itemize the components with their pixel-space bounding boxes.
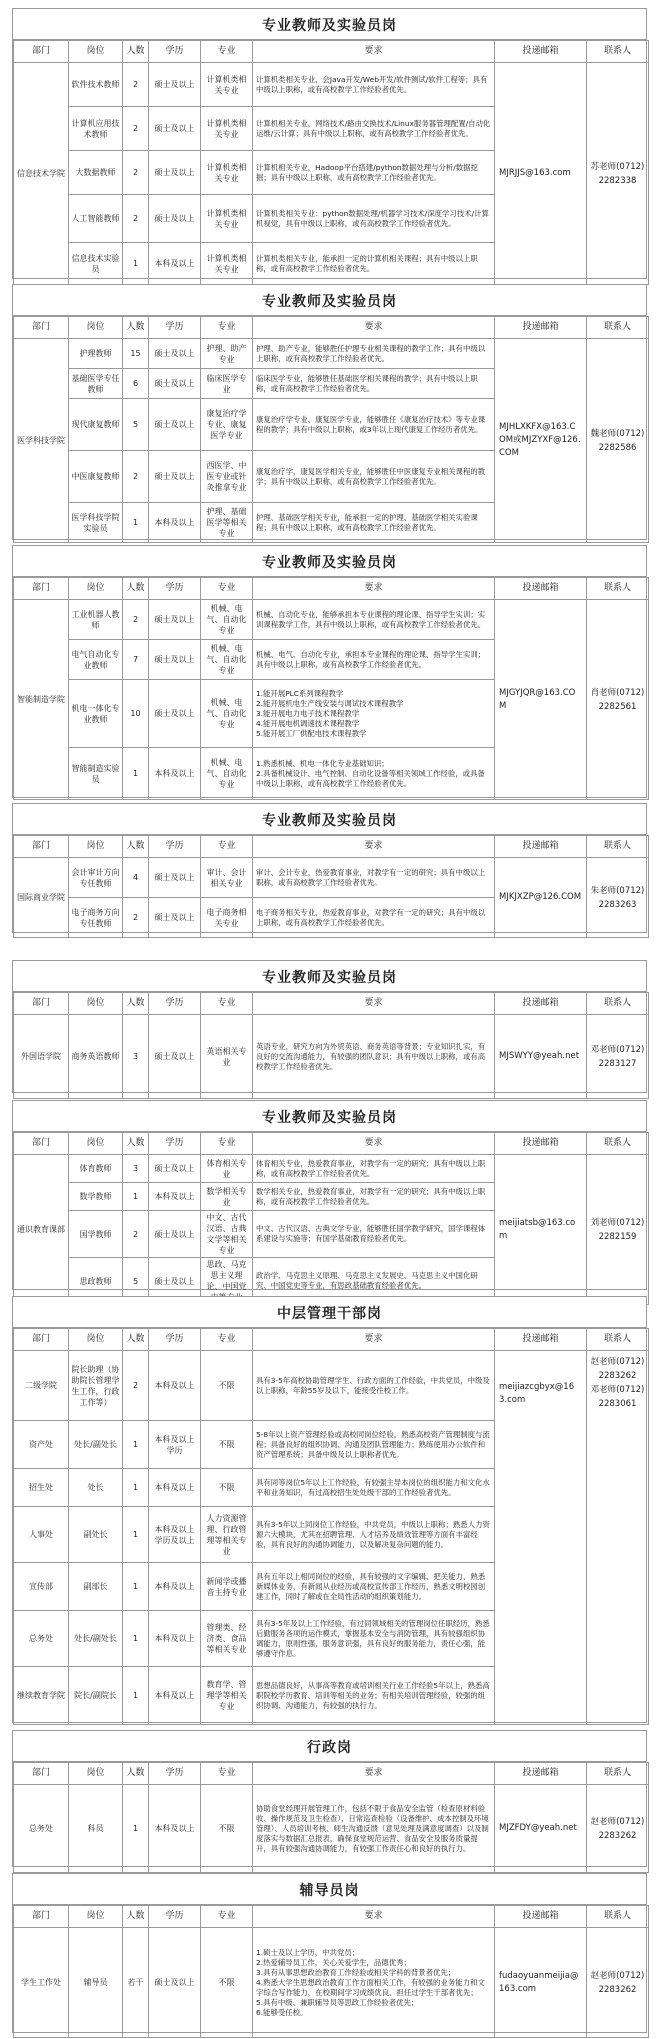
major-cell: 思政、马克思主义理论、中国党 (201, 1258, 253, 1305)
major-cell: 西医学、中医专业或针灸推拿专业 (201, 451, 253, 503)
header-count: 人数 (123, 1906, 149, 1928)
header-requirements: 要求 (253, 1133, 495, 1155)
position-cell: 院长助理（协助院长管理学生工作，行政工作等） (69, 1351, 123, 1421)
dept-cell: 资产处 (14, 1421, 69, 1469)
requirements-cell: 计算机相关专业，网络技术/路由交换技术/Linux服务器管理配置/自动化运维/云计算；具有中级以上职称，或有高校教学工作经验者优先。 (253, 107, 495, 151)
count-cell: 1 (123, 1507, 149, 1563)
position-cell: 信息技术实验员 (69, 243, 123, 285)
header-position: 岗位 (69, 1763, 123, 1785)
position-cell: 思政教师 (69, 1258, 123, 1305)
header-dept: 部门 (14, 1763, 69, 1785)
position-cell: 工业机器人教师 (69, 600, 123, 640)
requirements-cell: 具有3-5年及以上工作经验，有过同领域相关的管理岗位任职经历，熟悉后勤服务各项的运作模式，掌握基本安全与消防管理，具有较强组织协调能力，原则性强，服务意识强，具有良好的服务能力，责任心强，能够遵守作息。 (253, 1611, 495, 1667)
dept-cell: 二级学院 (14, 1351, 69, 1421)
dept-cell: 国际商业学院 (14, 858, 69, 938)
contact-cell: 魏老师(0712)2282586 (587, 339, 649, 543)
major-cell: 计算机类相关专业 (201, 63, 253, 107)
header-contact: 联系人 (587, 41, 649, 63)
header-email: 投递邮箱 (495, 1133, 587, 1155)
requirements-cell: 电子商务相关专业，热爱教育事业，对教学有一定的研究；具有中级以上职称，或有高校教学工作经验者优先。 (253, 898, 495, 938)
header-contact: 联系人 (587, 836, 649, 858)
major-cell: 新闻学或播音主持专业 (201, 1563, 253, 1611)
requirements-cell: 1.熟悉机械、机电一体化专业基础知识； 2.具备机械设计、电气控制、自动化设备等相关领域工作经验，或具备中级以上职称，或有高校教学工作经验者优先。 (253, 748, 495, 800)
dept-cell: 信息技术学院 (14, 63, 69, 285)
education-cell: 硕士及以上 (149, 451, 201, 503)
section-title: 辅导员岗 (13, 1874, 646, 1905)
position-cell: 计算机应用技术教师 (69, 107, 123, 151)
position-cell: 数学教师 (69, 1183, 123, 1211)
recruitment-table (13, 577, 649, 800)
header-contact: 联系人 (587, 1133, 649, 1155)
email-cell[interactable]: MJRJJS@163.com (495, 63, 587, 285)
major-cell: 中文、古代汉语、古典文学等相关专业 (201, 1211, 253, 1258)
education-cell: 本科及以上 (149, 1611, 201, 1667)
header-email: 投递邮箱 (495, 317, 587, 339)
count-cell: 2 (123, 600, 149, 640)
header-education: 学历 (149, 993, 201, 1015)
major-cell: 人力资源管理、行政管理等相关专业 (201, 1507, 253, 1563)
contact-cell: 刘老师(0712)2282159 (587, 1155, 649, 1305)
major-cell: 护理、助产专业 (201, 339, 253, 369)
header-dept: 部门 (14, 1329, 69, 1351)
section-title: 专业教师及实验员岗 (13, 285, 646, 316)
header-education: 学历 (149, 41, 201, 63)
position-cell: 国学教师 (69, 1211, 123, 1258)
count-cell: 7 (123, 640, 149, 680)
email-cell[interactable]: meijiazcgbyx@163.com (495, 1351, 587, 1725)
header-dept: 部门 (14, 1133, 69, 1155)
major-cell: 计算机类相关专业 (201, 107, 253, 151)
major-cell: 机械、电气、自动化专业 (201, 600, 253, 640)
header-major: 专业 (201, 836, 253, 858)
header-email: 投递邮箱 (495, 836, 587, 858)
section-title: 中层管理干部岗 (13, 1297, 646, 1328)
major-cell: 计算机类相关专业 (201, 151, 253, 195)
section-title: 专业教师及实验员岗 (13, 1101, 646, 1132)
position-cell: 处长/副处长 (69, 1611, 123, 1667)
dept-cell: 继续教育学院 (14, 1667, 69, 1725)
header-requirements: 要求 (253, 836, 495, 858)
education-cell: 硕士及以上 (149, 1258, 201, 1305)
position-cell: 科员 (69, 1785, 123, 1873)
requirements-cell: 具有同等岗位5年以上工作经验，有较强主导本岗位的组织能力和文化水平和业务知识，有过高校招生处处级干部的工作经验者优先。 (253, 1469, 495, 1507)
position-cell: 体育教师 (69, 1155, 123, 1183)
requirements-cell: 具有3-5年高校协助管理学生、行政方面的工作经验，中共党员，中级及以上职称，年龄55岁及以下，能接受往校工作。 (253, 1351, 495, 1421)
header-major: 专业 (201, 41, 253, 63)
position-cell: 处长/副处长 (69, 1421, 123, 1469)
recruitment-table (13, 1762, 649, 1873)
dept-cell: 医学科技学院 (14, 339, 69, 543)
header-dept: 部门 (14, 836, 69, 858)
recruitment-table (13, 316, 649, 543)
header-count: 人数 (123, 836, 149, 858)
education-cell: 本科及以上 (149, 1785, 201, 1873)
header-count: 人数 (123, 41, 149, 63)
section-counselor (12, 1873, 647, 2033)
table-row (14, 1155, 649, 1183)
major-cell: 计算机类相关专业 (201, 195, 253, 243)
recruitment-table (13, 835, 649, 938)
section-title: 行政岗 (13, 1731, 646, 1762)
section-it-teachers (12, 8, 647, 279)
header-requirements: 要求 (253, 317, 495, 339)
position-cell: 处长 (69, 1469, 123, 1507)
requirements-cell: 英语专业，研究方向为外贸英语、商务英语等背景；专业知识扎实，有良好的交流沟通能力，有较强的团队意识；具有中级以上职称，或有高校教学工作经验者优先。 (253, 1015, 495, 1099)
header-contact: 联系人 (587, 1763, 649, 1785)
major-cell: 计算机类相关专业 (201, 243, 253, 285)
position-cell: 人工智能教师 (69, 195, 123, 243)
count-cell: 4 (123, 858, 149, 898)
position-cell: 电子商务方向专任教师 (69, 898, 123, 938)
header-requirements: 要求 (253, 1763, 495, 1785)
contact-cell: 赵老师(0712)2283262 邓老师(0712)2283061 (587, 1351, 649, 1725)
education-cell: 本科及以上 (149, 1563, 201, 1611)
header-education: 学历 (149, 578, 201, 600)
requirements-cell: 机械、自动化专业，能够承担本专业课程的理论课、指导学生实训；实训课程教学工作，具有中级以上职称，或有高校教学工作经验者优先。 (253, 600, 495, 640)
count-cell: 2 (123, 1351, 149, 1421)
education-cell: 硕士及以上 (149, 600, 201, 640)
education-cell: 本科及以上 (149, 1667, 201, 1725)
position-cell: 护理教师 (69, 339, 123, 369)
requirements-cell: 临床医学专业，能够胜任基础医学相关课程的教学；具有中级以上职称，或有高校教学工作经验者优先。 (253, 369, 495, 399)
education-cell: 硕士及以上 (149, 858, 201, 898)
header-education: 学历 (149, 317, 201, 339)
recruitment-table (13, 40, 649, 285)
education-cell: 硕士及以上 (149, 151, 201, 195)
email-cell[interactable]: MJGYJQR@163.COM (495, 600, 587, 800)
count-cell: 5 (123, 1258, 149, 1305)
header-major: 专业 (201, 317, 253, 339)
major-cell: 不限 (201, 1785, 253, 1873)
dept-cell: 学生工作处 (14, 1928, 69, 2038)
education-cell: 本科及以上 (149, 243, 201, 285)
email-cell[interactable]: fudaoyuanmeijia@163.com (495, 1928, 587, 2038)
major-cell: 不限 (201, 1351, 253, 1421)
header-requirements: 要求 (253, 993, 495, 1015)
requirements-cell: 审计、会计专业，热爱教育事业，对教学有一定的研究；具有中级以上职称，或有高校教学工作经验者优先。 (253, 858, 495, 898)
position-cell: 现代康复教师 (69, 399, 123, 451)
education-cell: 硕士及以上 (149, 640, 201, 680)
count-cell: 2 (123, 451, 149, 503)
table-row (14, 1351, 649, 1421)
education-cell: 硕士及以上 (149, 1015, 201, 1099)
header-position: 岗位 (69, 836, 123, 858)
requirements-cell: 机械、电气、自动化专业，承担本专业课程的理论课、指导学生实训；具有中级以上职称，或有高校教学工作经验者优先。 (253, 640, 495, 680)
education-cell: 硕士及以上 (149, 63, 201, 107)
header-position: 岗位 (69, 41, 123, 63)
header-count: 人数 (123, 317, 149, 339)
header-requirements: 要求 (253, 1329, 495, 1351)
requirements-cell: 康复治疗学，康复医学相关专业，能够胜任中医康复专业相关课程的教学；具有中级以上职称，或有高校教学工作经验者优先。 (253, 451, 495, 503)
position-cell: 大数据教师 (69, 151, 123, 195)
section-foreign-language-teachers (12, 960, 647, 1093)
requirements-cell: 体育相关专业，热爱教育事业，对教学有一定的研究；具有中级以上职称，或有高校教学工作经验者优先。 (253, 1155, 495, 1183)
header-position: 岗位 (69, 1906, 123, 1928)
requirements-cell: 1.能开展PLC系列课程教学 2.能开展机电生产线安装与调试技术课程教学 3.能开展电力电子技术课程教学 4.能开展电机调速技术课程教学 5.能开展工厂供配电技术课程教学 (253, 680, 495, 748)
header-major: 专业 (201, 1906, 253, 1928)
education-cell: 硕士及以上 (149, 399, 201, 451)
count-cell: 1 (123, 1667, 149, 1725)
header-count: 人数 (123, 993, 149, 1015)
header-position: 岗位 (69, 317, 123, 339)
header-education: 学历 (149, 1906, 201, 1928)
dept-cell: 宣传部 (14, 1563, 69, 1611)
dept-cell: 总务处 (14, 1611, 69, 1667)
education-cell: 本科及以上 (149, 748, 201, 800)
position-cell: 基础医学专任教师 (69, 369, 123, 399)
dept-cell: 人事处 (14, 1507, 69, 1563)
header-dept: 部门 (14, 1906, 69, 1928)
count-cell: 1 (123, 1611, 149, 1667)
count-cell: 2 (123, 898, 149, 938)
recruitment-table (13, 1328, 649, 1725)
major-cell: 临床医学专业 (201, 369, 253, 399)
count-cell: 2 (123, 63, 149, 107)
requirements-cell: 思想品德良好，从事高等教育或培训相关行业工作经验5年以上，熟悉高职院校学历教育、培训等相关的业务；有相关培训管理经验，较强的组织协调、沟通能力，有较强的执行力。 (253, 1667, 495, 1725)
count-cell: 3 (123, 1155, 149, 1183)
position-cell: 院长/副院长 (69, 1667, 123, 1725)
major-cell: 审计、会计相关专业 (201, 858, 253, 898)
header-position: 岗位 (69, 1329, 123, 1351)
dept-cell: 总务处 (14, 1785, 69, 1873)
header-education: 学历 (149, 1763, 201, 1785)
header-dept: 部门 (14, 317, 69, 339)
header-email: 投递邮箱 (495, 578, 587, 600)
count-cell: 2 (123, 151, 149, 195)
header-requirements: 要求 (253, 41, 495, 63)
section-manufacturing-teachers (12, 545, 647, 798)
count-cell: 2 (123, 1211, 149, 1258)
position-cell: 会计审计方向专任教师 (69, 858, 123, 898)
dept-cell: 智能制造学院 (14, 600, 69, 800)
count-cell: 1 (123, 243, 149, 285)
count-cell: 10 (123, 680, 149, 748)
position-cell: 中医康复教师 (69, 451, 123, 503)
count-cell: 1 (123, 1421, 149, 1469)
header-contact: 联系人 (587, 1329, 649, 1351)
education-cell: 本科及以上学历 (149, 1421, 201, 1469)
requirements-cell: 中文、古代汉语、古典文学专业，能够胜任国学教学研究，国学课程体系建设与实施等；有国学基础教育经验者优先。 (253, 1211, 495, 1258)
education-cell: 本科及以上 (149, 503, 201, 543)
header-email: 投递邮箱 (495, 1763, 587, 1785)
education-cell: 硕士及以上 (149, 107, 201, 151)
header-contact: 联系人 (587, 317, 649, 339)
count-cell: 1 (123, 748, 149, 800)
count-cell: 3 (123, 1015, 149, 1099)
major-cell: 不限 (201, 1469, 253, 1507)
education-cell: 本科及以上 (149, 1351, 201, 1421)
requirements-cell: 数学相关专业，热爱教育事业，对教学有一定的研究；具有中级以上职称，或有高校教学工作经验者优先。 (253, 1183, 495, 1211)
header-requirements: 要求 (253, 578, 495, 600)
header-email: 投递邮箱 (495, 1906, 587, 1928)
education-cell: 本科及以上 (149, 1469, 201, 1507)
dept-cell: 招生处 (14, 1469, 69, 1507)
header-email: 投递邮箱 (495, 41, 587, 63)
table-row (14, 600, 649, 640)
header-position: 岗位 (69, 1133, 123, 1155)
table-row (14, 339, 649, 369)
header-count: 人数 (123, 1763, 149, 1785)
count-cell: 1 (123, 1563, 149, 1611)
header-position: 岗位 (69, 993, 123, 1015)
count-cell: 1 (123, 1469, 149, 1507)
section-title: 专业教师及实验员岗 (13, 546, 646, 577)
education-cell: 本科及以上 (149, 1183, 201, 1211)
header-count: 人数 (123, 1133, 149, 1155)
education-cell: 硕士及以上 (149, 1928, 201, 2038)
header-count: 人数 (123, 1329, 149, 1351)
major-cell: 不限 (201, 1928, 253, 2038)
dept-cell: 通识教育课部 (14, 1155, 69, 1305)
major-cell: 康复治疗学专业、康复医学专业 (201, 399, 253, 451)
position-cell: 智能制造实验员 (69, 748, 123, 800)
email-cell[interactable]: MJKJXZP@126.COM (495, 858, 587, 938)
requirements-cell: 协助食堂经理开展管理工作，包括不限于食品安全监管（检查原材料验收、操作规范及卫生检查），日常巡查检验（设备维护、成本控制及环境管理）、人员培训考核、师生沟通反馈（意见处理及满意度调查）以及制度落实与数据汇总报表，确保食堂规范运营、食品安全及服务质量提升，具有较强沟通协调能力，有较强工作责任心和良好的执行力。 (253, 1785, 495, 1873)
major-cell: 数学相关专业 (201, 1183, 253, 1211)
education-cell: 硕士及以上 (149, 195, 201, 243)
header-contact: 联系人 (587, 993, 649, 1015)
contact-cell: 邓老师(0712)2283127 (587, 1015, 649, 1099)
requirements-cell: 计算机类相关专业，会Java开发/Web开发/软件测试/软件工程等；具有中级以上职称，或有高校教学工作经验者优先。 (253, 63, 495, 107)
header-position: 岗位 (69, 578, 123, 600)
email-cell[interactable]: MJZFDY@yeah.net (495, 1785, 587, 1873)
count-cell: 2 (123, 107, 149, 151)
major-cell: 机械、电气、自动化专业 (201, 680, 253, 748)
position-cell: 软件技术教师 (69, 63, 123, 107)
major-cell: 机械、电气、自动化专业 (201, 748, 253, 800)
count-cell: 1 (123, 503, 149, 543)
count-cell: 15 (123, 339, 149, 369)
section-title: 专业教师及实验员岗 (13, 804, 646, 835)
header-count: 人数 (123, 578, 149, 600)
email-cell[interactable]: MJHLXKFX@163.COM或MJZYXF@126.COM (495, 339, 587, 543)
header-major: 专业 (201, 578, 253, 600)
contact-cell: 苏老师(0712)2282338 (587, 63, 649, 285)
header-major: 专业 (201, 1329, 253, 1351)
major-cell: 不限 (201, 1421, 253, 1469)
requirements-cell: 护理、基础医学相关专业，能承担一定的护理、基础医学相关实验课程；具有中级以上职称，或有高校教学工作经验者优先。 (253, 503, 495, 543)
contact-cell: 赵老师(0712)2283262 (587, 1785, 649, 1873)
header-dept: 部门 (14, 578, 69, 600)
contact-cell: 肖老师(0712)2282561 (587, 600, 649, 800)
count-cell: 6 (123, 369, 149, 399)
table-row (14, 1015, 649, 1099)
header-contact: 联系人 (587, 1906, 649, 1928)
header-dept: 部门 (14, 41, 69, 63)
major-cell: 英语相关专业 (201, 1015, 253, 1099)
section-general-education-teachers (12, 1100, 647, 1290)
count-cell: 1 (123, 1785, 149, 1873)
major-cell: 体育相关专业 (201, 1155, 253, 1183)
header-major: 专业 (201, 1763, 253, 1785)
header-contact: 联系人 (587, 578, 649, 600)
requirements-cell: 具有3-5年以上同岗位工作经验，中共党员，中级以上职称；熟悉人力资源六大模块，尤其在招聘管理、人才培养及绩效管理等方面有丰富经验，具有良好的沟通协调能力，以及解决复杂问题的能力。 (253, 1507, 495, 1563)
section-middle-management (12, 1296, 647, 1723)
header-education: 学历 (149, 1133, 201, 1155)
major-cell: 教育学、管理学等相关专业 (201, 1667, 253, 1725)
education-cell: 硕士及以上 (149, 1211, 201, 1258)
recruitment-table (13, 1905, 649, 2038)
education-cell: 本科及以上学历及以上 (149, 1507, 201, 1563)
requirements-cell: 计算机类相关专业：python数据处理/机器学习技术/深度学习技术/计算机视觉，具有中级以上职称，或有高校教学工作经验者优先。 (253, 195, 495, 243)
position-cell: 商务英语教师 (69, 1015, 123, 1099)
count-cell: 1 (123, 1183, 149, 1211)
requirements-cell: 政治学、马克思主义原理、马克思主义发展史、马克思主义中国化研究、中国党史等专业，有思政基础教育经验者优先。 (253, 1258, 495, 1305)
header-dept: 部门 (14, 993, 69, 1015)
major-cell: 管理类、经济类、食品等相关专业 (201, 1611, 253, 1667)
position-cell: 副处长 (69, 1507, 123, 1563)
count-cell: 5 (123, 399, 149, 451)
requirements-cell: 计算机类相关专业，能承担一定的计算机相关课程；具有中级以上职称，或有高校教学工作经验者优先。 (253, 243, 495, 285)
education-cell: 硕士及以上 (149, 680, 201, 748)
major-cell: 护理、基础医学等相关专业 (201, 503, 253, 543)
header-email: 投递邮箱 (495, 993, 587, 1015)
section-administrative (12, 1730, 647, 1867)
email-cell[interactable]: MJSWYY@yeah.net (495, 1015, 587, 1099)
requirements-cell: 康复治疗学专业、康复医学专业，能够胜任《康复治疗技术》等专业课程的教学；具有中级以上职称，或3年以上现代康复工作经历者优先。 (253, 399, 495, 451)
requirements-cell: 5-8年以上资产管理经验或高校同岗位经验，熟悉高校资产管理制度与流程；具备良好的组织协调、沟通及团队管理能力；熟练使用办公软件和资产管理系统；具备中级及以上职称者优先。 (253, 1421, 495, 1469)
contact-cell: 朱老师(0712)2283263 (587, 858, 649, 938)
table-row (14, 1928, 649, 2038)
position-cell: 医学科技学院实验员 (69, 503, 123, 543)
position-cell: 副部长 (69, 1563, 123, 1611)
table-row (14, 1785, 649, 1873)
education-cell: 硕士及以上 (149, 339, 201, 369)
header-major: 专业 (201, 993, 253, 1015)
header-education: 学历 (149, 836, 201, 858)
dept-cell: 外国语学院 (14, 1015, 69, 1099)
requirements-cell: 具有五年以上相同岗位的经验，具有较强的文字编辑、把关能力，熟悉新媒体业务，有新闻从业经历或高校宣传部工作经历，熟悉文明校园创建工作，同时了解或在全局性活动的组织策划能力。 (253, 1563, 495, 1611)
requirements-cell: 护理、助产专业，能够胜任护理专业相关课程的教学工作；具有中级以上职称，或有高校教学工作经验者优先。 (253, 339, 495, 369)
requirements-cell: 计算机相关专业，Hadoop平台搭建/python数据处理与分析/数据挖掘；具有中级以上职称，或有高校教学工作经验者优先。 (253, 151, 495, 195)
count-cell: 2 (123, 195, 149, 243)
header-major: 专业 (201, 1133, 253, 1155)
section-title: 专业教师及实验员岗 (13, 9, 646, 40)
recruitment-table (13, 992, 649, 1099)
position-cell: 机电一体化专业教师 (69, 680, 123, 748)
section-medical-teachers (12, 284, 647, 540)
major-cell: 机械、电气、自动化专业 (201, 640, 253, 680)
contact-cell: 赵老师(0712)2283262 (587, 1928, 649, 2038)
section-business-teachers (12, 803, 647, 933)
table-row (14, 858, 649, 898)
email-cell[interactable]: meijiatsb@163.com (495, 1155, 587, 1305)
header-email: 投递邮箱 (495, 1329, 587, 1351)
count-cell: 若干 (123, 1928, 149, 2038)
education-cell: 硕士及以上 (149, 898, 201, 938)
position-cell: 电气自动化专业教师 (69, 640, 123, 680)
education-cell: 硕士及以上 (149, 369, 201, 399)
header-education: 学历 (149, 1329, 201, 1351)
table-row (14, 63, 649, 107)
recruitment-table (13, 1132, 649, 1305)
position-cell: 辅导员 (69, 1928, 123, 2038)
header-requirements: 要求 (253, 1906, 495, 1928)
major-cell: 电子商务相关专业 (201, 898, 253, 938)
section-title: 专业教师及实验员岗 (13, 961, 646, 992)
requirements-cell: 1.硕士及以上学历，中共党员； 2.热爱辅导员工作，关心关爱学生，品德优秀； 3.具有从事思想政治教育工作经验或相关学科的背景者优先； 4.熟悉大学生思想政治教育工作方面相关工作，有较强的业务能力和文字综合写作能力，在校期间学习成绩优良、担任过学生干部者优先； 5.具有中级、兼职辅导员等思政工作经验者优先； 6.能够受任校。 (253, 1928, 495, 2038)
education-cell: 硕士及以上 (149, 1155, 201, 1183)
